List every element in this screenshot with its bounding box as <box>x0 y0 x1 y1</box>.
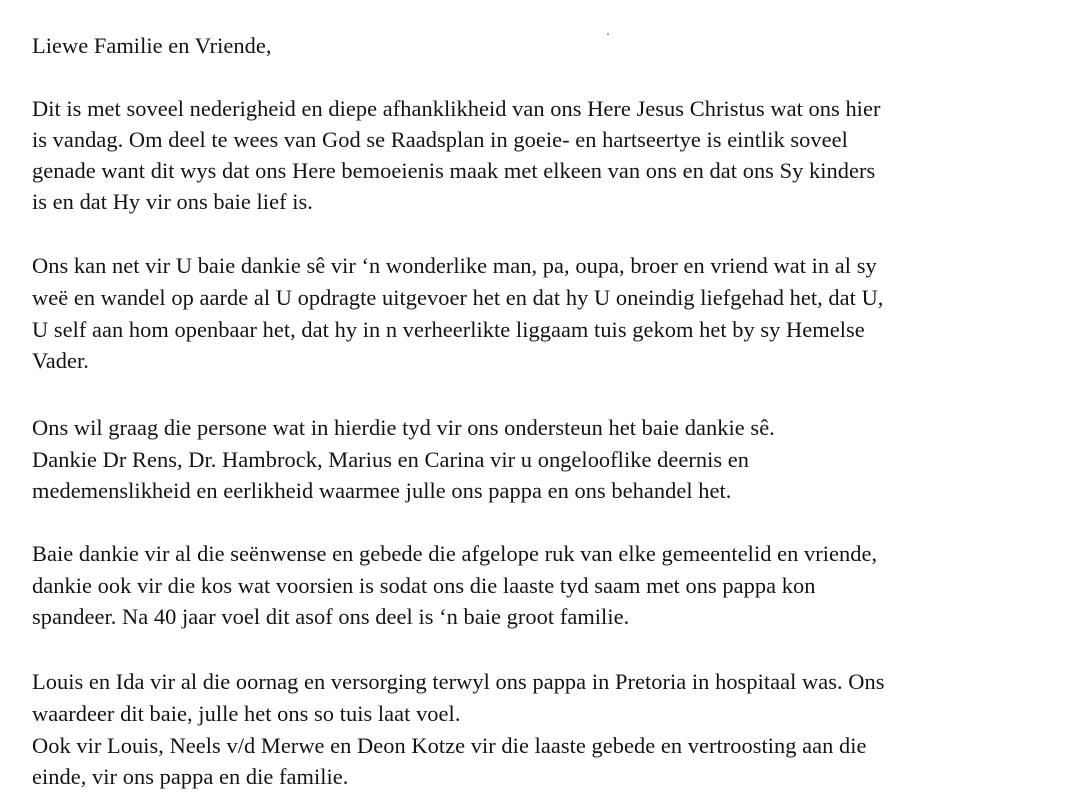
paragraph-3-line-1: Ons wil graag die persone wat in hierdie tyd vir ons ondersteun het baie dankie sê. <box>32 415 775 440</box>
paragraph-3-line-3: medemenslikheid en eerlikheid waarmee julle ons pappa en ons behandel het. <box>32 478 732 503</box>
paragraph-2-line-3: U self aan hom openbaar het, dat hy in n verheerlikte liggaam tuis gekom het by sy Hemelse <box>32 317 865 342</box>
paragraph-3-line-2: Dankie Dr Rens, Dr. Hambrock, Marius en Carina vir u ongelooflike deernis en <box>32 447 749 472</box>
salutation: Liewe Familie en Vriende, <box>32 33 272 58</box>
paragraph-5-line-4: einde, vir ons pappa en die familie. <box>32 764 349 789</box>
paragraph-1-line-1: Dit is met soveel nederigheid en diepe afhanklikheid van ons Here Jesus Christus wat ons hier <box>32 96 881 121</box>
paragraph-5-line-2: waardeer dit baie, julle het ons so tuis laat voel. <box>32 701 461 726</box>
paragraph-4-line-3: spandeer. Na 40 jaar voel dit asof ons deel is ‘n baie groot familie. <box>32 604 630 629</box>
scan-speck <box>607 33 609 35</box>
paragraph-1-line-3: genade want dit wys dat ons Here bemoeienis maak met elkeen van ons en dat ons Sy kinders <box>32 158 876 183</box>
paragraph-4-line-2: dankie ook vir die kos wat voorsien is sodat ons die laaste tyd saam met ons pappa kon <box>32 573 816 598</box>
paragraph-5-line-3: Ook vir Louis, Neels v/d Merwe en Deon Kotze vir die laaste gebede en vertroosting aan die <box>32 733 867 758</box>
paragraph-2-line-4: Vader. <box>32 348 89 373</box>
paragraph-2-line-2: weë en wandel op aarde al U opdragte uitgevoer het en dat hy U oneindig liefgehad het, dat U, <box>32 285 884 310</box>
paragraph-4-line-1: Baie dankie vir al die seënwense en gebede die afgelope ruk van elke gemeentelid en vriende, <box>32 541 878 566</box>
paragraph-5-line-1: Louis en Ida vir al die oornag en versorging terwyl ons pappa in Pretoria in hospitaal was. Ons <box>32 669 885 694</box>
paragraph-2-line-1: Ons kan net vir U baie dankie sê vir ‘n wonderlike man, pa, oupa, broer en vriend wat in al sy <box>32 253 877 278</box>
paragraph-1-line-4: is en dat Hy vir ons baie lief is. <box>32 189 313 214</box>
paragraph-1-line-2: is vandag. Om deel te wees van God se Raadsplan in goeie- en hartseertye is eintlik soveel <box>32 127 848 152</box>
